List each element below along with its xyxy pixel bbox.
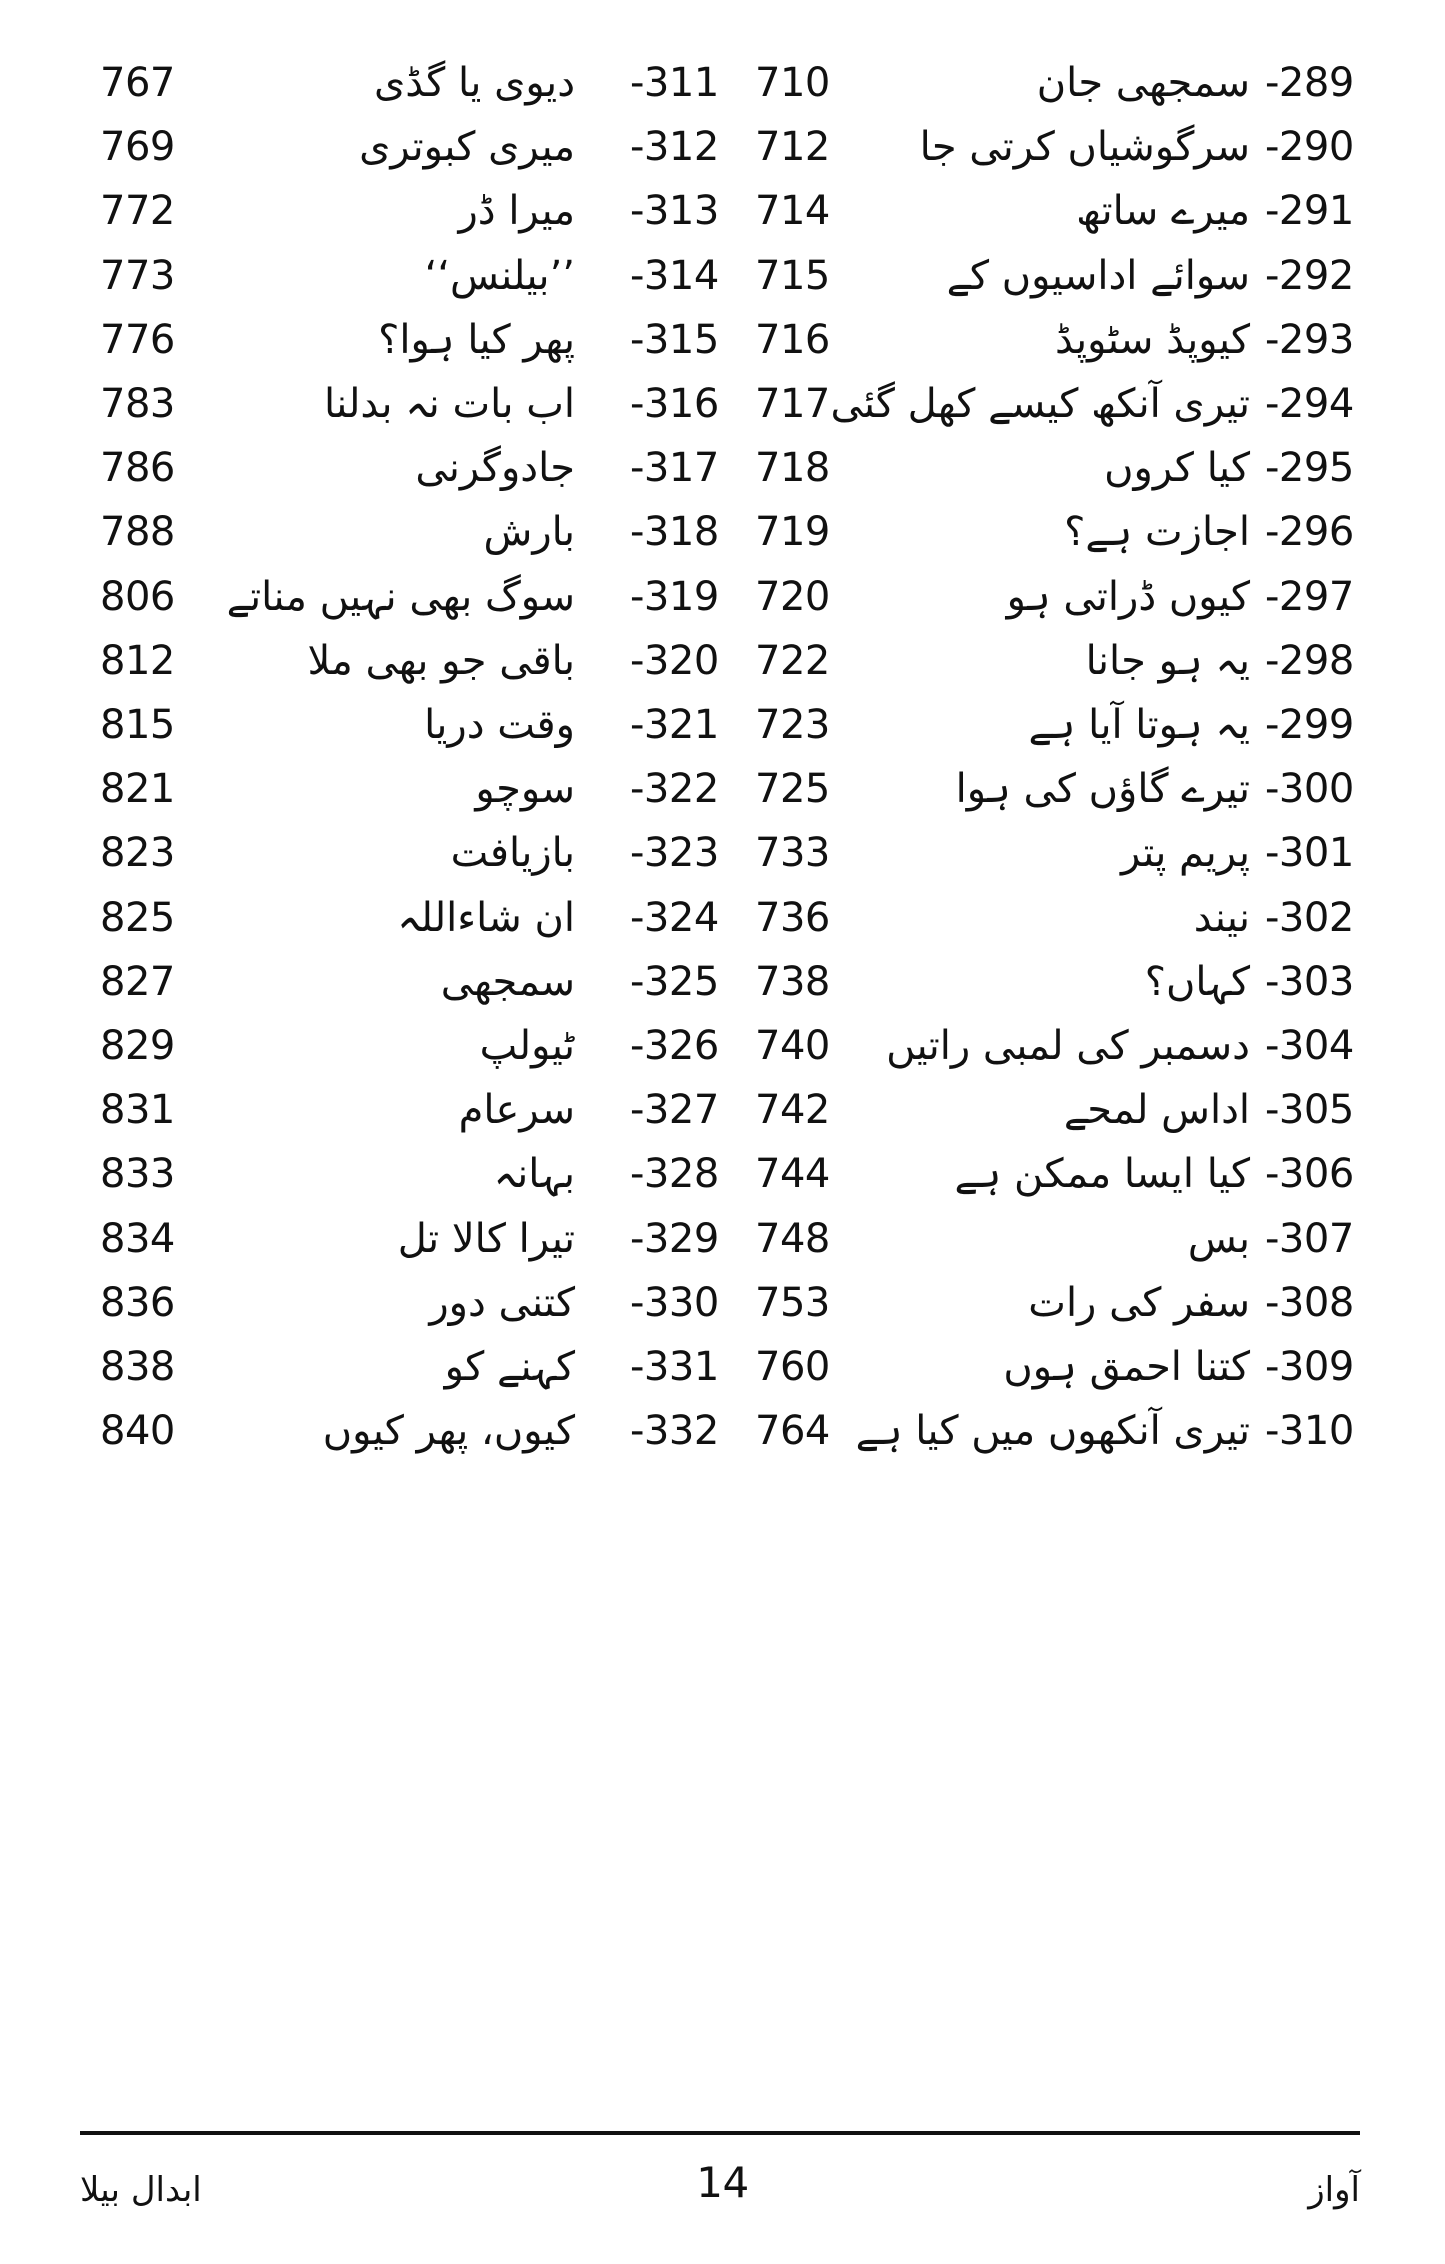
left-serial: -320 [630,637,719,684]
right-title: کہاں؟ [1144,958,1250,1005]
right-page: 714 [755,188,830,235]
left-page: 840 [100,1408,175,1455]
left-page: 838 [100,1344,175,1390]
right-page: 748 [755,1215,830,1262]
right-page: 712 [755,124,830,171]
right-page: 753 [755,1279,830,1326]
left-page: 773 [100,252,175,299]
left-title: تیرا کالا تل [397,1215,575,1262]
right-serial: -308 [1265,1279,1354,1326]
right-page: 733 [755,830,830,877]
left-page: 831 [100,1087,175,1134]
left-page: 836 [100,1279,175,1326]
left-page: 829 [100,1023,175,1069]
right-serial: -310 [1265,1408,1354,1455]
left-serial: -318 [630,509,719,556]
left-page: 823 [100,830,175,877]
left-title: کیوں، پھر کیوں [322,1408,575,1455]
right-page: 740 [755,1023,830,1069]
left-serial: -324 [630,894,719,941]
left-page: 833 [100,1151,175,1198]
right-title: سوائے اداسیوں کے [946,252,1250,299]
right-serial: -299 [1265,702,1354,748]
left-serial: -329 [630,1215,719,1262]
right-title: پریم پتر [1121,830,1250,877]
left-serial: -325 [630,958,719,1005]
right-serial: -303 [1265,958,1354,1005]
right-serial: -293 [1265,316,1354,363]
left-serial: -314 [630,252,719,299]
left-page: 825 [100,894,175,941]
right-serial: -301 [1265,830,1354,877]
right-serial: -291 [1265,188,1354,235]
right-serial: -302 [1265,894,1354,941]
left-page: 776 [100,316,175,363]
footer-page-number: 14 [696,2158,749,2207]
right-title: بس [1187,1215,1250,1262]
right-title: نیند [1193,894,1250,941]
left-serial: -323 [630,830,719,877]
left-title: ٹیولپ [479,1023,575,1069]
right-page: 717 [755,381,830,427]
left-page: 788 [100,509,175,556]
left-title: سمجھی [440,958,575,1005]
left-page: 834 [100,1215,175,1262]
right-title: اداس لمحے [1063,1087,1250,1134]
right-title: کیوپڈ سٹوپڈ [1055,316,1250,363]
right-title: سمجھی جان [1036,60,1250,106]
right-serial: -307 [1265,1215,1354,1262]
left-page: 783 [100,381,175,427]
right-page: 723 [755,702,830,748]
right-serial: -305 [1265,1087,1354,1134]
right-title: سرگوشیاں کرتی جا [919,124,1250,171]
left-page: 821 [100,766,175,813]
right-serial: -290 [1265,124,1354,171]
left-title: میری کبوتری [359,124,575,171]
left-page: 827 [100,958,175,1005]
left-serial: -327 [630,1087,719,1134]
right-page: 738 [755,958,830,1005]
left-serial: -321 [630,702,719,748]
right-page: 716 [755,316,830,363]
right-page: 764 [755,1408,830,1455]
left-page: 806 [100,573,175,620]
right-serial: -294 [1265,381,1354,427]
left-title: بہانہ [493,1151,575,1198]
right-page: 718 [755,445,830,492]
right-title: یہ ہوتا آیا ہے [1028,702,1250,748]
right-serial: -309 [1265,1344,1354,1390]
left-title: باقی جو بھی ملا [307,637,575,684]
right-title: کتنا احمق ہوں [1003,1344,1250,1390]
right-title: یہ ہو جانا [1085,637,1250,684]
right-title: سفر کی رات [1028,1279,1250,1326]
left-serial: -317 [630,445,719,492]
left-serial: -328 [630,1151,719,1198]
left-title: سوچو [475,766,575,813]
right-serial: -292 [1265,252,1354,299]
index-row [0,1386,1445,1476]
right-title: تیری آنکھوں میں کیا ہے [855,1408,1250,1455]
right-page: 710 [755,60,830,106]
right-title: دسمبر کی لمبی راتیں [886,1023,1250,1069]
left-serial: -331 [630,1344,719,1390]
left-title: جادوگرنی [415,445,575,492]
left-title: کہنے کو [444,1344,575,1390]
left-page: 767 [100,60,175,106]
left-serial: -332 [630,1408,719,1455]
left-title: اب بات نہ بدلنا [323,381,575,427]
left-title: میرا ڈر [458,188,575,235]
left-serial: -316 [630,381,719,427]
left-title: پھر کیا ہوا؟ [378,316,575,363]
right-title: کیا ایسا ممکن ہے [954,1151,1250,1198]
left-serial: -326 [630,1023,719,1069]
left-serial: -330 [630,1279,719,1326]
left-title: دیوی یا گڈی [373,60,575,106]
right-serial: -289 [1265,60,1354,106]
right-page: 715 [755,252,830,299]
right-title: کیا کروں [1104,445,1250,492]
right-page: 760 [755,1344,830,1390]
right-serial: -297 [1265,573,1354,620]
right-title: تیرے گاؤں کی ہوا [955,766,1250,813]
left-title: سرعام [458,1087,575,1134]
right-page: 722 [755,637,830,684]
left-serial: -313 [630,188,719,235]
right-title: میرے ساتھ [1076,188,1250,235]
left-title: بازیافت [450,830,575,877]
left-serial: -311 [630,60,719,106]
right-title: کیوں ڈراتی ہو [1006,573,1250,620]
right-serial: -295 [1265,445,1354,492]
left-title: ان شاءاللہ [397,894,575,941]
right-page: 719 [755,509,830,556]
right-page: 720 [755,573,830,620]
left-title: وقت دریا [424,702,575,748]
right-title: اجازت ہے؟ [1064,509,1250,556]
left-page: 772 [100,188,175,235]
left-serial: -312 [630,124,719,171]
footer-divider [80,2131,1360,2135]
left-page: 786 [100,445,175,492]
right-serial: -298 [1265,637,1354,684]
right-serial: -296 [1265,509,1354,556]
left-title: کتنی دور [429,1279,575,1326]
left-serial: -315 [630,316,719,363]
right-serial: -306 [1265,1151,1354,1198]
right-title: تیری آنکھ کیسے کھل گئی [830,381,1250,427]
footer-book-title: آواز [1308,2170,1360,2210]
left-page: 769 [100,124,175,171]
left-title: بارش [483,509,575,556]
right-page: 725 [755,766,830,813]
left-serial: -319 [630,573,719,620]
right-serial: -304 [1265,1023,1354,1069]
left-title: ’’بیلنس‘‘ [424,252,575,299]
left-title: سوگ بھی نہیں مناتے [226,573,575,620]
right-page: 742 [755,1087,830,1134]
right-page: 744 [755,1151,830,1198]
left-serial: -322 [630,766,719,813]
left-page: 812 [100,637,175,684]
left-page: 815 [100,702,175,748]
right-serial: -300 [1265,766,1354,813]
right-page: 736 [755,894,830,941]
footer-author: ابدال بیلا [80,2170,202,2210]
